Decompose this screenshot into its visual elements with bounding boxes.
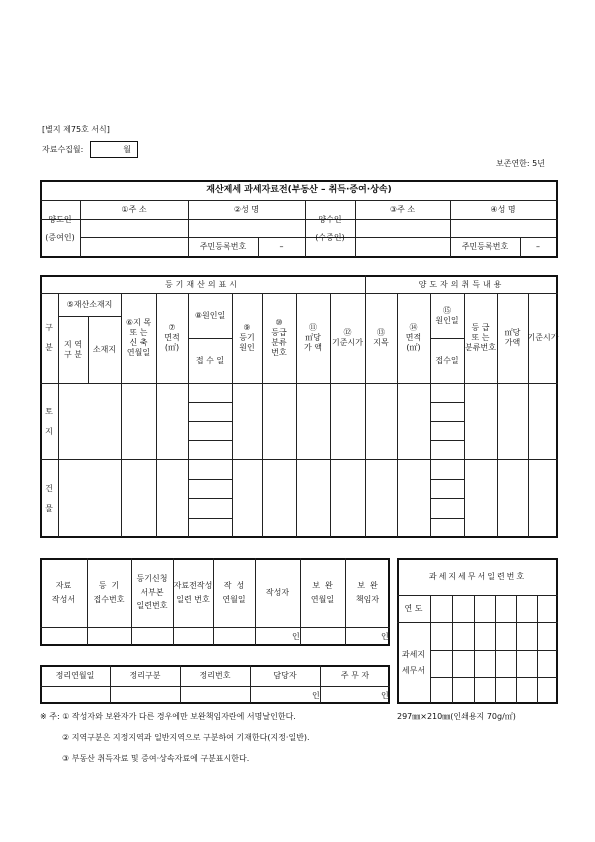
building-entry-area[interactable] — [59, 460, 364, 537]
land-type2-header: ⑬ 지목 — [373, 328, 389, 347]
reg-application-header: 등기신청 서부본 일련번호 — [136, 574, 168, 611]
area-header: ⑦ 면적 (㎡) — [164, 323, 180, 352]
address2-header: ③주 소 — [389, 204, 416, 214]
receipt-date-header: 접 수 일 — [195, 355, 225, 365]
arrange-no-header: 정리번호 — [199, 670, 231, 680]
paper-size: 297㎜×210㎜(인쇄용지 70g/㎡) — [397, 712, 516, 721]
transferor-label: 양도인 (증여인) — [45, 214, 75, 242]
transferor-name-field[interactable] — [190, 221, 303, 236]
form-number: [별지 제75호 서식] — [42, 125, 110, 134]
location-header: 소재지 — [92, 344, 117, 354]
region-type-header: 지 역 구 분 — [64, 339, 82, 359]
acquirer-resident-no-field[interactable]: – — [536, 242, 540, 251]
data-serial-header: 자료전작성 일련 번호 — [173, 580, 213, 604]
land-row-label: 토 지 — [45, 406, 53, 436]
receipt-date2-header: 접수일 — [435, 355, 459, 365]
form-title: 재산제세 과세자료전(부동산 – 취득·증여·상속) — [206, 184, 392, 195]
address-header: ①주 소 — [121, 204, 147, 214]
official-seal: 인 — [312, 691, 320, 700]
building-row-label: 건 물 — [45, 483, 53, 513]
arrange-date-header: 정리연월일 — [55, 670, 95, 680]
acquirer-name-field[interactable] — [452, 221, 554, 236]
creator-seal: 인 — [292, 632, 300, 641]
std-price2-header: 기준시가 — [527, 333, 559, 342]
data-record-entry-row[interactable] — [41, 628, 389, 645]
building-acquisition-entry-area[interactable] — [366, 460, 557, 537]
per-m2-price-header: ⑪ ㎡당 가 액 — [304, 323, 322, 352]
transferor-address-field[interactable] — [82, 221, 186, 255]
official-header: 담당자 — [273, 670, 297, 680]
supplement-person-header: 보 완 책임자 — [355, 580, 380, 604]
arrangement-entry-row[interactable] — [41, 687, 389, 703]
cause-date-header: ⑧원인일 — [194, 310, 226, 320]
collection-month-unit: 월 — [123, 145, 131, 154]
grade-header: ⑩ 등급 분류 번호 — [271, 318, 287, 357]
transferor-resident-no-field[interactable]: – — [279, 242, 284, 251]
reg-receipt-no-header: 등 기 접수번호 — [93, 580, 125, 604]
tax-office-label: 과세지 세무서 — [401, 650, 426, 675]
note-2: ② 지역구분은 지정지역과 일반지역으로 구분하여 기재한다(지정·일반). — [62, 733, 310, 742]
supplement-date-header: 보 완 연월일 — [310, 580, 335, 604]
gubun-header: 구 분 — [45, 323, 53, 352]
year-label: 연 도 — [404, 603, 423, 613]
supervisor-seal: 인 — [381, 691, 389, 700]
area2-header: ⑭ 면적 (㎡) — [405, 323, 422, 352]
supplement-seal: 인 — [381, 632, 389, 641]
collection-month-label: 자료수집월: — [42, 145, 84, 154]
per-m2-price2-header: ㎡당 가액 — [504, 328, 521, 347]
land-type-header: ⑥지 목 또 는 신 축 연월일 — [125, 318, 152, 357]
resident-no-label-2: 주민등록번호 — [461, 242, 509, 251]
tax-office-serial-grid[interactable] — [431, 596, 557, 703]
grade2-header: 등 급 또 는 분류번호 — [465, 323, 496, 352]
registered-property-header: 등기재산의표시 — [164, 279, 241, 289]
supervisor-header: 주 무 자 — [340, 670, 370, 680]
resident-no-label: 주민등록번호 — [199, 242, 247, 251]
creation-date-header: 작 성 연월일 — [222, 580, 246, 604]
cause-date2-header: ⑮ 원인일 — [435, 305, 459, 325]
acquisition-details-header: 양도자의취득내용 — [418, 279, 505, 289]
name-header: ②성 명 — [233, 204, 260, 214]
note-1: ※ 주: ① 작성자와 보완자가 다른 경우에만 보완책임자란에 서명날인한다. — [40, 712, 296, 721]
retention-period: 보존연한: 5년 — [496, 159, 545, 168]
reg-cause-header: ⑨ 등기 원인 — [239, 323, 255, 352]
tax-office-header: 과세지세무서일련번호 — [428, 572, 527, 581]
land-acquisition-entry-area[interactable] — [366, 384, 557, 459]
std-price-header: ⑫ 기준시가 — [332, 328, 363, 347]
land-entry-area[interactable] — [59, 384, 364, 459]
name2-header: ④성 명 — [490, 204, 516, 214]
creator-org-header: 자료 작성서 — [51, 580, 76, 604]
property-location-header: ⑤재산소재지 — [66, 299, 113, 309]
collection-month-field[interactable] — [90, 141, 138, 158]
creator-header: 작성자 — [265, 587, 290, 597]
note-3: ③ 부동산 취득자료 및 증여·상속자료에 구분표시한다. — [62, 754, 250, 763]
acquirer-address-field[interactable] — [357, 221, 448, 255]
acquirer-label: 양수인 (수증인) — [315, 214, 345, 242]
arrange-type-header: 정리구분 — [129, 670, 161, 680]
